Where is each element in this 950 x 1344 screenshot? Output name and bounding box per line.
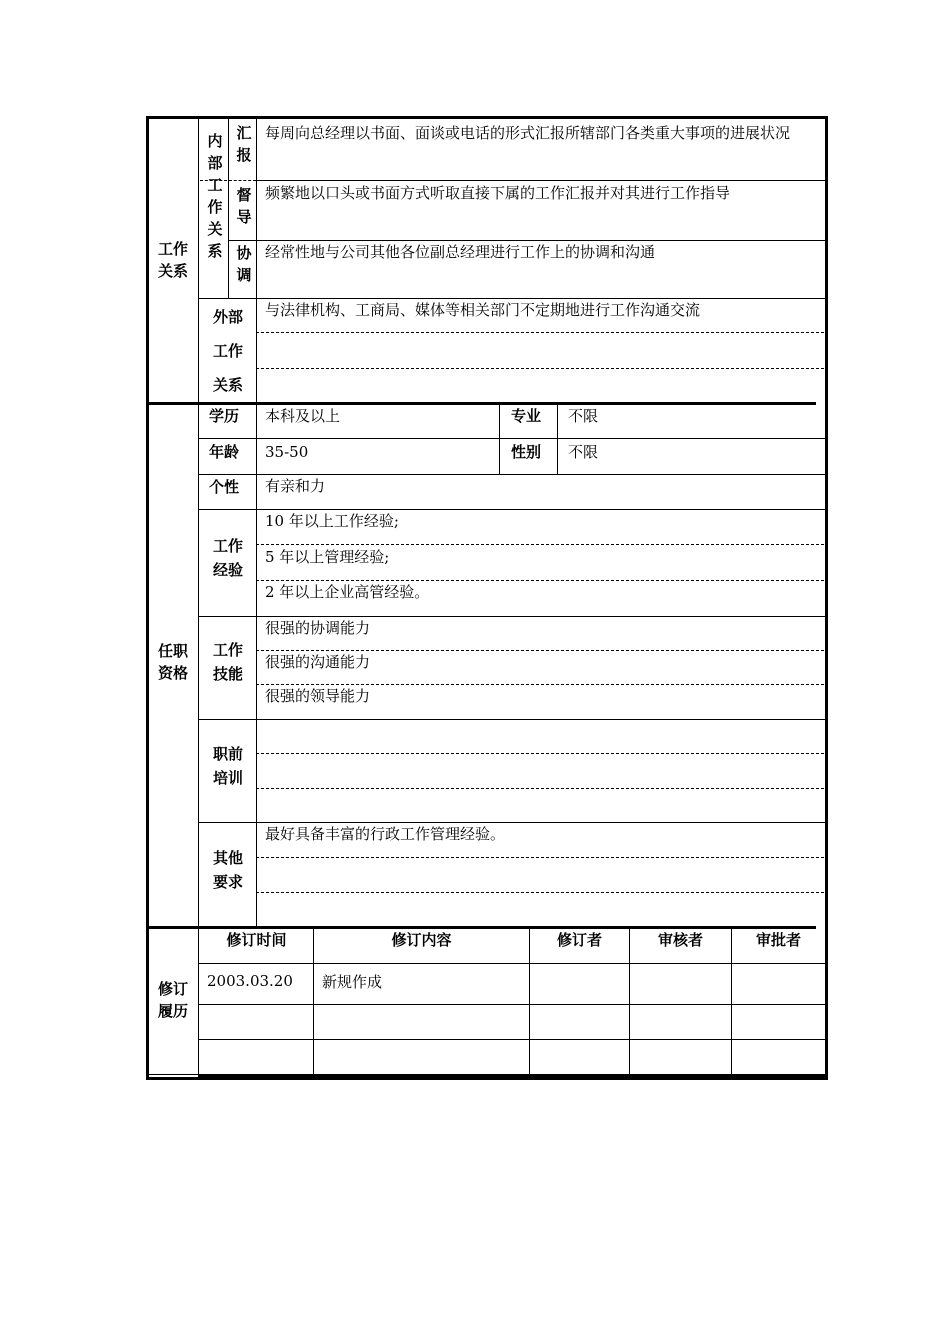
age-label: 年龄: [208, 443, 239, 461]
row-line: [198, 438, 826, 439]
major-label: 专业: [510, 407, 541, 425]
age-value: 35-50: [265, 443, 309, 461]
experience-item: 5 年以上管理经验;: [265, 548, 390, 566]
coordinate-text: 经常性地与公司其他各位副总经理进行工作上的协调和沟通: [265, 243, 656, 261]
experience-label: 工作 经验: [212, 537, 243, 579]
blank-line: [256, 892, 824, 893]
table-bottom-left: [148, 1074, 198, 1075]
section-title-work-relations: 工作关系: [157, 240, 188, 280]
section-divider: [148, 402, 816, 405]
report-label: 汇 报: [236, 124, 252, 164]
cell-divider: [557, 404, 558, 474]
label-divider: [256, 404, 257, 928]
col-divider: [198, 404, 199, 928]
other-label: 其他 要求: [212, 849, 243, 891]
skill-item: 很强的领导能力: [265, 687, 371, 705]
internal-relations-title: 内 部 工 作 关 系: [207, 132, 223, 260]
col-divider: [198, 928, 199, 1076]
col-divider: [198, 118, 199, 404]
personality-label: 个性: [208, 478, 239, 496]
skills-label: 工作 技能: [212, 641, 243, 683]
row-line: [198, 1039, 826, 1040]
gender-label: 性别: [510, 443, 541, 461]
table-bottom: [198, 1074, 826, 1077]
row-line: [198, 719, 826, 720]
gender-value: 不限: [568, 443, 599, 461]
external-text: 与法律机构、工商局、媒体等相关部门不定期地进行工作沟通交流: [265, 301, 701, 319]
label-divider: [256, 118, 257, 404]
report-text: 每周向总经理以书面、面谈或电话的形式汇报所辖部门各类重大事项的进展状况: [265, 124, 791, 142]
skill-item: 很强的协调能力: [265, 619, 371, 637]
supervise-text: 频繁地以口头或书面方式听取直接下属的工作汇报并对其进行工作指导: [265, 184, 731, 202]
training-label: 职前 培训: [212, 745, 243, 787]
blank-line: [256, 368, 824, 369]
revision-content: 新规作成: [322, 973, 383, 991]
revision-header: 修订内容: [391, 931, 452, 949]
row-line: [198, 963, 826, 964]
experience-item: 10 年以上工作经验;: [265, 512, 399, 530]
blank-line: [256, 753, 824, 754]
external-relations-label: 外部 工作 关系: [212, 308, 243, 394]
blank-line: [256, 788, 824, 789]
blank-line: [256, 857, 824, 858]
section-title-revision: 修订 履历: [157, 980, 188, 1020]
row-dash: [200, 180, 256, 181]
skill-item: 很强的沟通能力: [265, 653, 371, 671]
education-value: 本科及以上: [265, 407, 341, 425]
supervise-label: 督 导: [236, 186, 252, 226]
other-item: 最好具备丰富的行政工作管理经验。: [265, 825, 506, 843]
internal-dash-v: [228, 178, 229, 240]
row-line: [198, 1004, 826, 1005]
coordinate-label: 协 调: [236, 244, 252, 284]
revision-header: 审核者: [657, 931, 703, 949]
personality-value: 有亲和力: [265, 477, 326, 495]
revision-date: 2003.03.20: [207, 972, 293, 990]
revision-header: 审批者: [755, 931, 801, 949]
revision-header: 修订时间: [226, 931, 287, 949]
section-title-qualifications: 任职 资格: [157, 642, 188, 682]
cell-divider: [499, 404, 500, 474]
experience-item: 2 年以上企业高管经验。: [265, 583, 430, 601]
revision-header: 修订者: [556, 931, 602, 949]
blank-line: [256, 332, 824, 333]
major-value: 不限: [568, 407, 599, 425]
education-label: 学历: [208, 407, 239, 425]
